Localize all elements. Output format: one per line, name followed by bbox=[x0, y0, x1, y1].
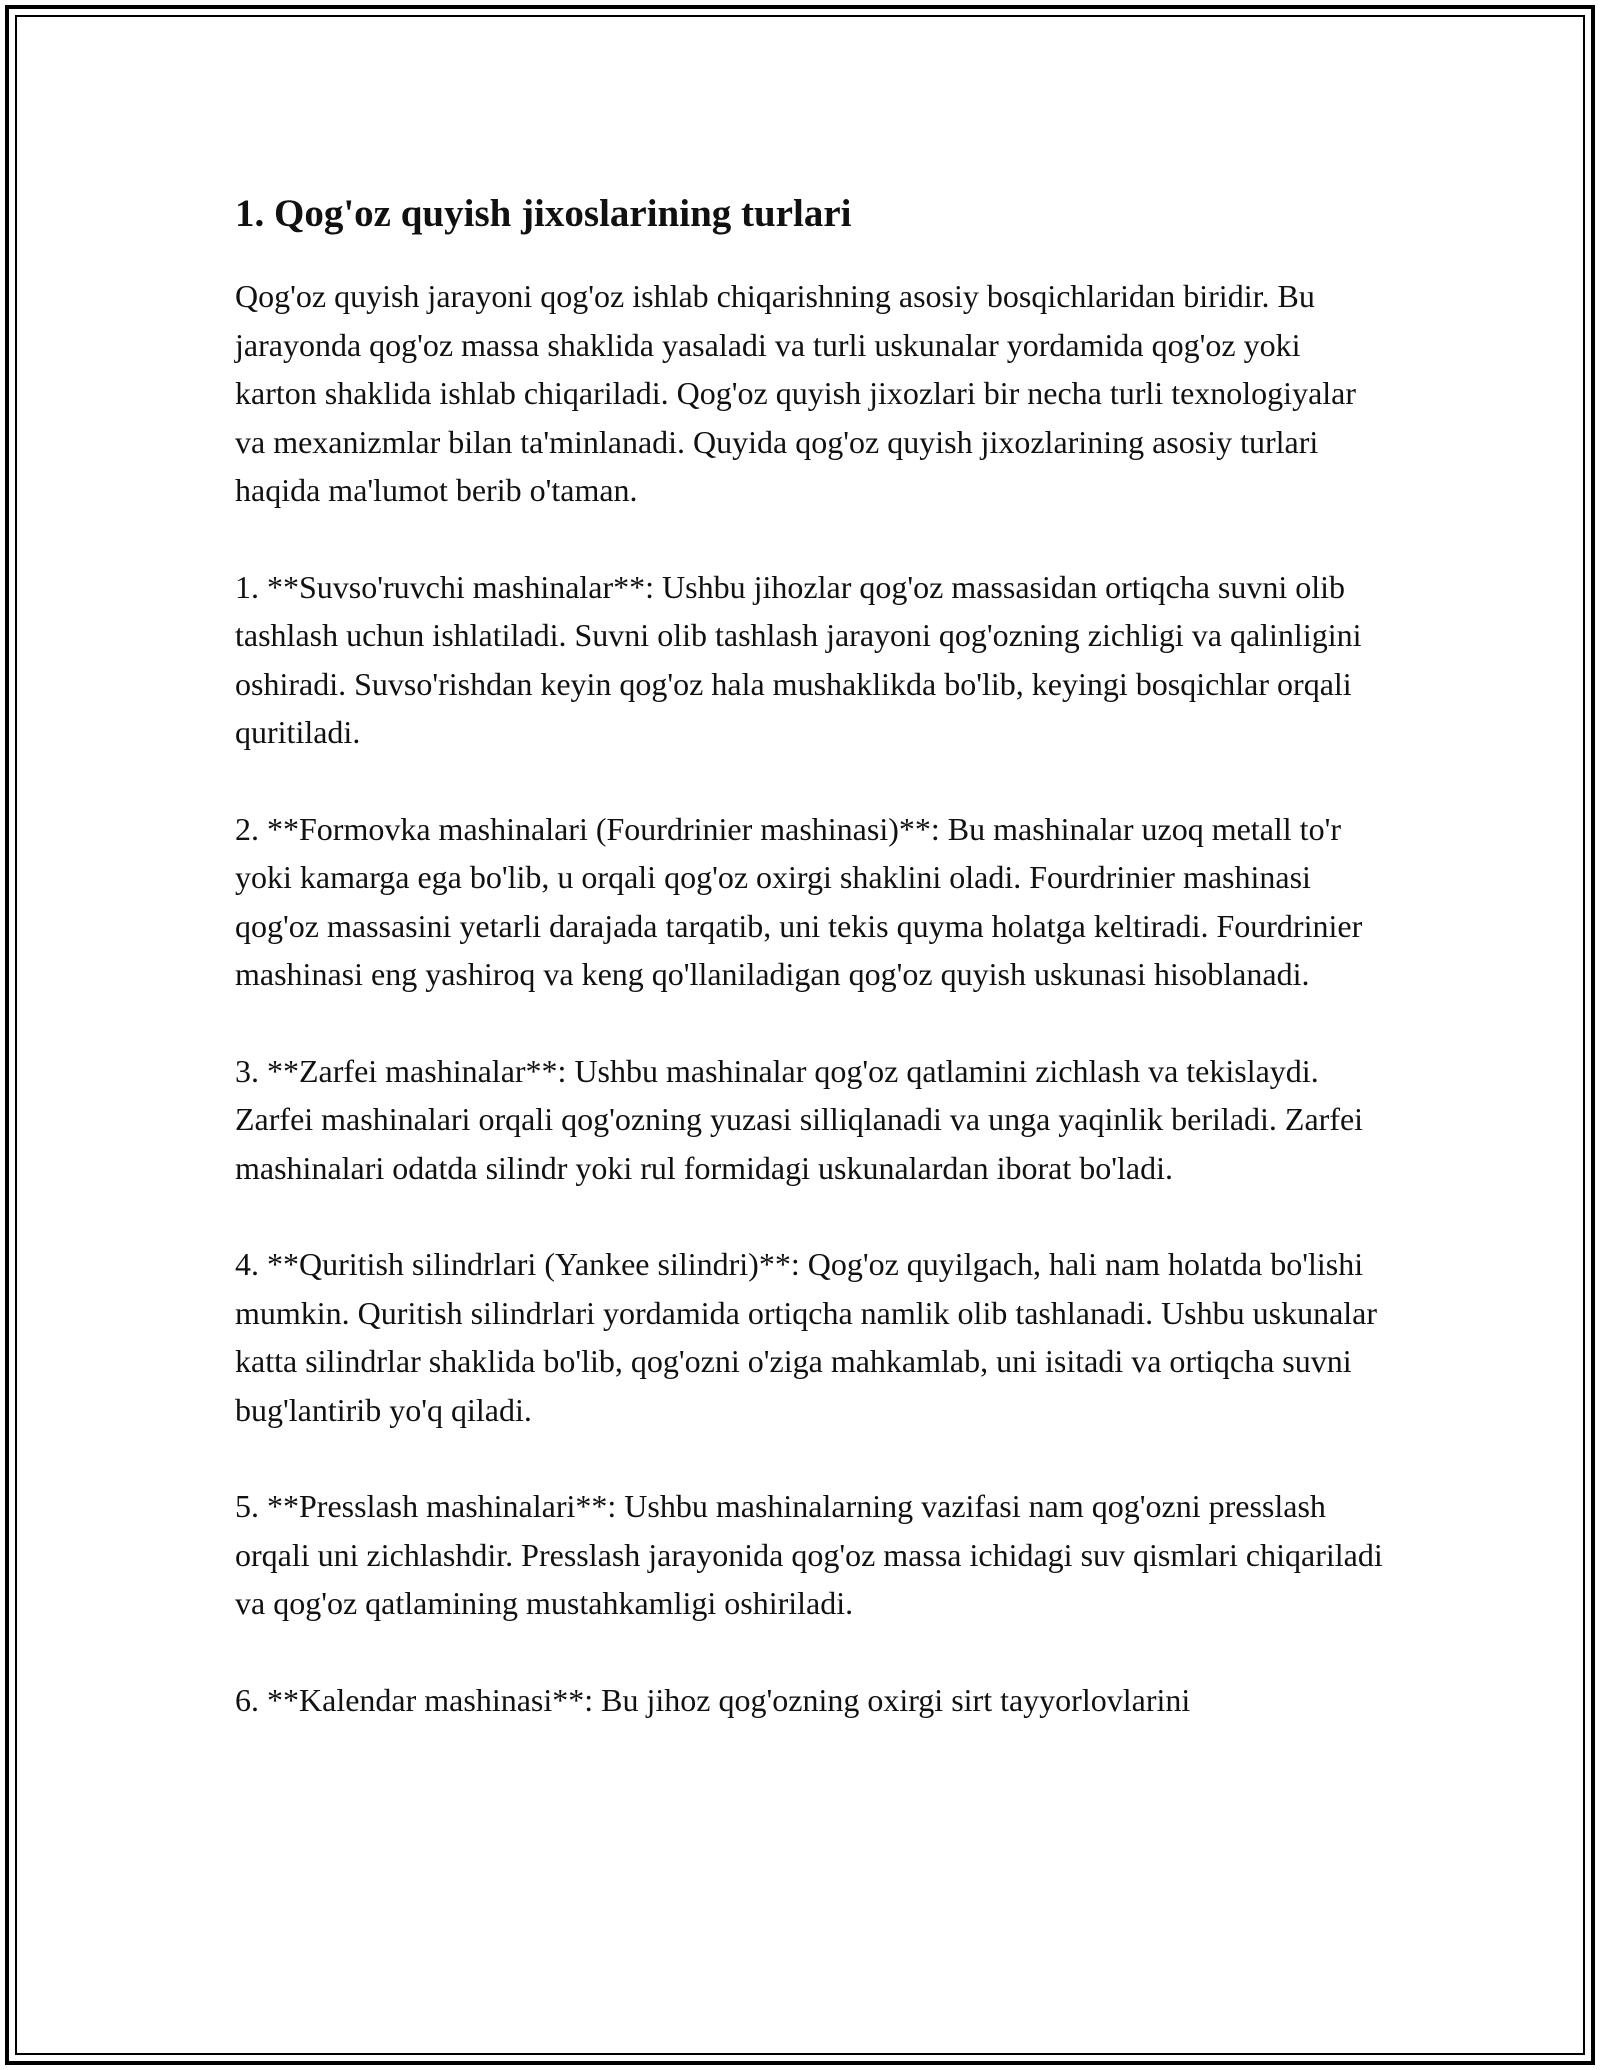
paragraph-item-3: 3. **Zarfei mashinalar**: Ushbu mashinalar qog'oz qatlamini zichlash va tekislaydi. Zarfei mashinalari orqali qog'ozning yuzasi silliqlanadi va unga yaqinlik beriladi. Zarfei mashinalari odatda silindr yoki rul formidagi uskunalardan iborat bo'ladi. bbox=[235, 1052, 1364, 1186]
document-body bbox=[235, 186, 1385, 1724]
paragraph-item-6: 6. **Kalendar mashinasi**: Bu jihoz qog'ozning oxirgi sirt tayyorlovlarini bbox=[235, 1681, 1191, 1718]
paragraph-item-4: 4. **Quritish silindrlari (Yankee silindri)**: Qog'oz quyilgach, hali nam holatda bo'lishi mumkin. Quritish silindrlari yordamida ortiqcha namlik olib tashlanadi. Ushbu uskunalar katta silindrlar shaklida bo'lib, qog'ozni o'ziga mahkamlab, uni isitadi va ortiqcha suvni bug'lantirib yo'q qiladi. bbox=[235, 1246, 1378, 1428]
paragraph-item-2: 2. **Formovka mashinalari (Fourdrinier mashinasi)**: Bu mashinalar uzoq metall to'r yoki kamarga ega bo'lib, u orqali qog'oz oxirgi shaklini oladi. Fourdrinier mashinasi qog'oz massasini yetarli darajada tarqatib, uni tekis quyma holatga keltiradi. Fourdrinier mashinasi eng yashiroq va keng qo'llaniladigan qog'oz quyish uskunasi hisoblanadi. bbox=[235, 810, 1363, 992]
paragraph-item-5: 5. **Presslash mashinalari**: Ushbu mashinalarning vazifasi nam qog'ozni presslash orqali uni zichlashdir. Presslash jarayonida qog'oz massa ichidagi suv qismlari chiqariladi va qog'oz qatlamining mustahkamligi oshiriladi. bbox=[235, 1488, 1383, 1621]
intro-paragraph: Qog'oz quyish jarayoni qog'oz ishlab chiqarishning asosiy bosqichlaridan biridir. Bu jarayonda qog'oz massa shaklida yasaladi va turli uskunalar yordamida qog'oz yoki karton shaklida ishlab chiqariladi. Qog'oz quyish jixozlari bir necha turli texnologiyalar va mexanizmlar bilan ta'minlanadi. Quyida qog'oz quyish jixozlarining asosiy turlari haqida ma'lumot berib o'taman. bbox=[235, 278, 1357, 508]
paragraph-item-1: 1. **Suvso'ruvchi mashinalar**: Ushbu jihozlar qog'oz massasidan ortiqcha suvni olib tashlash uchun ishlatiladi. Suvni olib tashlash jarayoni qog'ozning zichligi va qalinligini oshiradi. Suvso'rishdan keyin qog'oz hala mushaklikda bo'lib, keyingi bosqichlar orqali quritiladi. bbox=[235, 568, 1362, 750]
document-title: 1. Qog'oz quyish jixoslarining turlari bbox=[235, 192, 852, 235]
